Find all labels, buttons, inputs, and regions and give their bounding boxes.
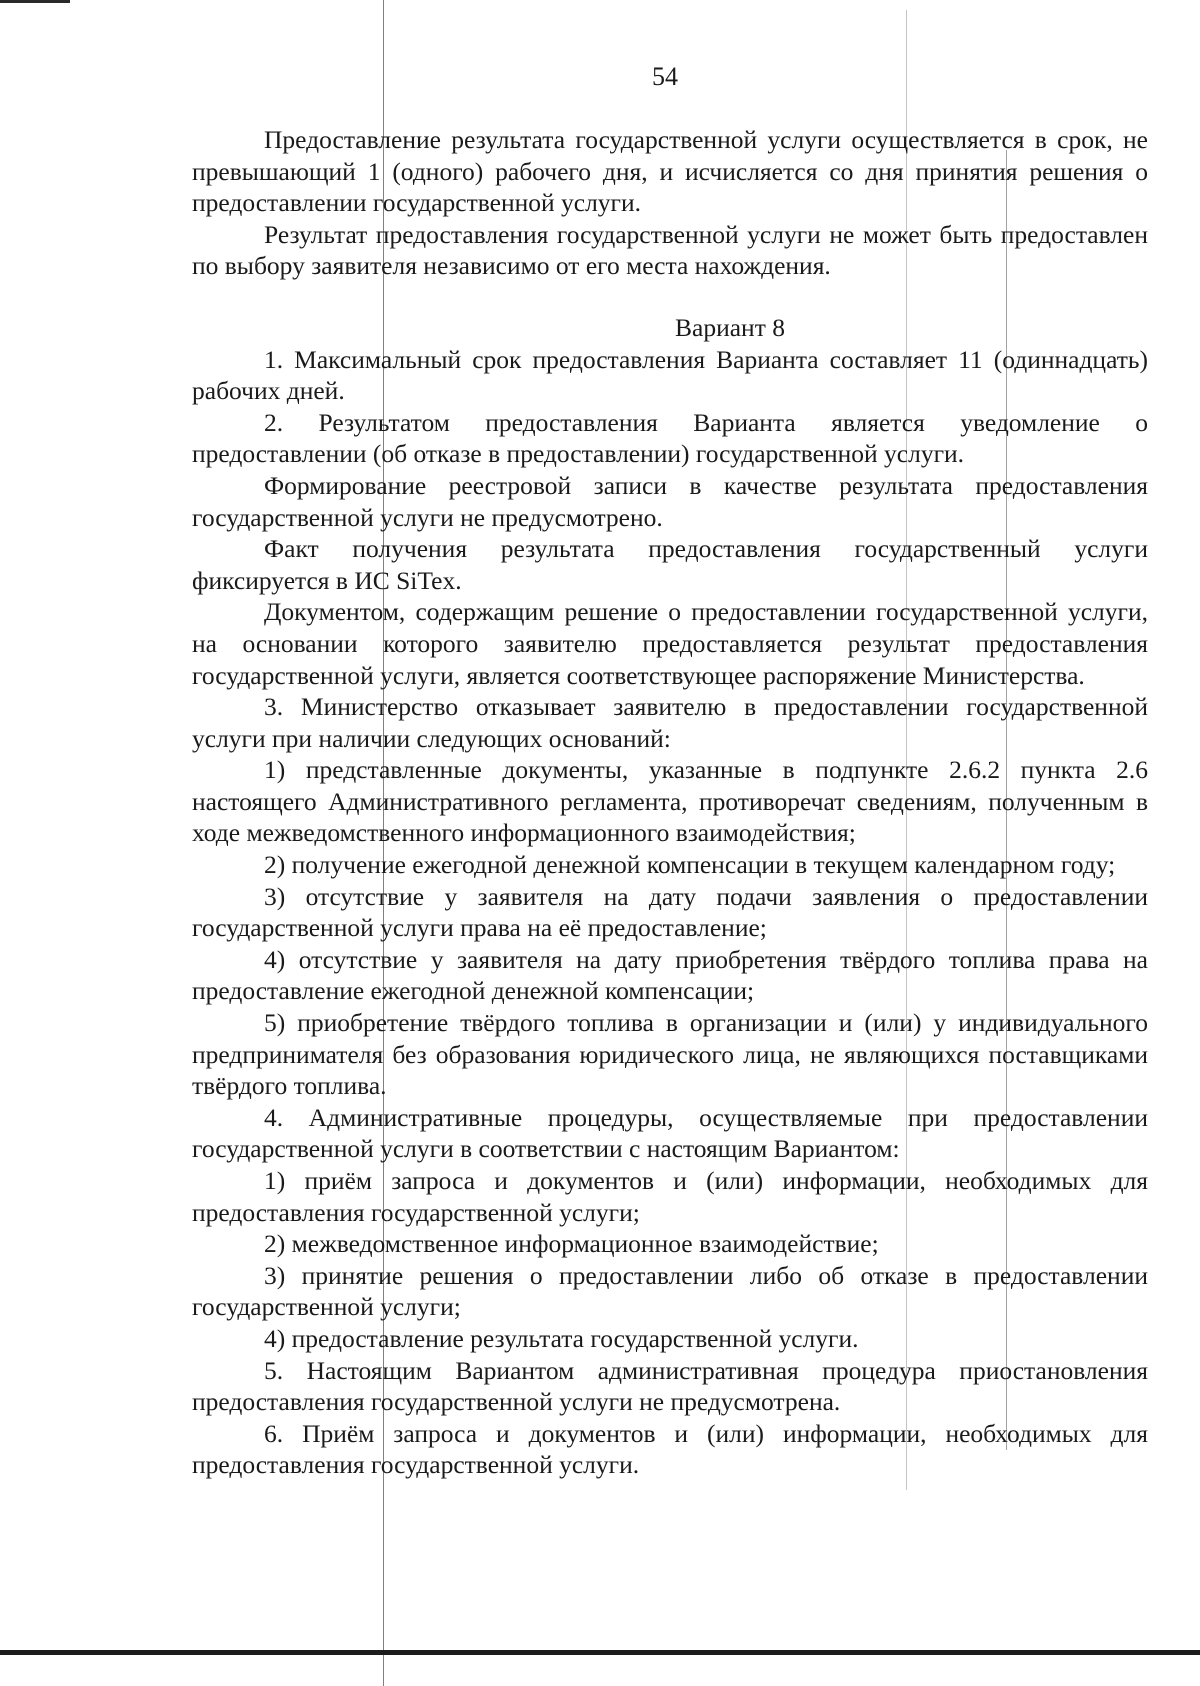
list-item: 5) приобретение твёрдого топлива в организации и (или) у индивидуального предпринимателя без образования юридического лица, не являющихся поставщиками твёрдого топлива. bbox=[192, 1008, 1148, 1101]
paragraph: Предоставление результата государственной услуги осуществляется в срок, не превышающий 1 (одного) рабочего дня, и исчисляется со дня принятия решения о предоставлении государственной услуги. bbox=[192, 125, 1148, 218]
scan-artifact-top bbox=[0, 0, 70, 3]
paragraph: Формирование реестровой записи в качестве результата предоставления государственной услуги не предусмотрено. bbox=[192, 470, 1148, 532]
document-body bbox=[192, 124, 1148, 1481]
paragraph: 3. Министерство отказывает заявителю в предоставлении государственной услуги при наличии следующих оснований: bbox=[192, 692, 1148, 753]
variant-heading: Вариант 8 bbox=[675, 312, 785, 342]
list-item: 1) представленные документы, указанные в подпункте 2.6.2 пункта 2.6 настоящего Административного регламента, противоречат сведениям, полученным в ходе межведомственного информационного взаимодействия; bbox=[192, 755, 1148, 848]
paragraph: Результат предоставления государственной услуги не может быть предоставлен по выбору заявителя независимо от его места нахождения. bbox=[192, 219, 1148, 281]
page-number: 54 bbox=[652, 62, 678, 91]
paragraph: 6. Приём запроса и документов и (или) информации, необходимых для предоставления государственной услуги. bbox=[192, 1418, 1148, 1480]
paragraph: Документом, содержащим решение о предоставлении государственной услуги, на основании которого заявителю предоставляется результат предоставления государственной услуги, является соответствующее распоряжение Министерства. bbox=[192, 597, 1148, 690]
list-item: 3) отсутствие у заявителя на дату подачи заявления о предоставлении государственной услуги права на её предоставление; bbox=[192, 881, 1148, 943]
paragraph: Факт получения результата предоставления государственный услуги фиксируется в ИС SiTex. bbox=[192, 534, 1148, 595]
scan-artifact-bottom bbox=[0, 1650, 1200, 1655]
list-item: 3) принятие решения о предоставлении либо об отказе в предоставлении государственной услуги; bbox=[192, 1260, 1148, 1322]
list-item: 2) межведомственное информационное взаимодействие; bbox=[264, 1229, 879, 1259]
list-item: 2) получение ежегодной денежной компенсации в текущем календарном году; bbox=[264, 850, 1116, 880]
paragraph: 5. Настоящим Вариантом административная процедура приостановления предоставления государственной услуги не предусмотрена. bbox=[192, 1355, 1148, 1417]
paragraph: 2. Результатом предоставления Варианта является уведомление о предоставлении (об отказе в предоставлении) государственной услуги. bbox=[192, 407, 1148, 469]
paragraph: 1. Максимальный срок предоставления Варианта составляет 11 (одиннадцать) рабочих дней. bbox=[192, 344, 1148, 406]
list-item: 1) приём запроса и документов и (или) информации, необходимых для предоставления государственной услуги; bbox=[192, 1166, 1148, 1227]
paragraph: 4. Административные процедуры, осуществляемые при предоставлении государственной услуги в соответствии с настоящим Вариантом: bbox=[192, 1102, 1148, 1164]
list-item: 4) отсутствие у заявителя на дату приобретения твёрдого топлива права на предоставление ежегодной денежной компенсации; bbox=[192, 944, 1148, 1006]
list-item: 4) предоставление результата государственной услуги. bbox=[264, 1323, 859, 1353]
